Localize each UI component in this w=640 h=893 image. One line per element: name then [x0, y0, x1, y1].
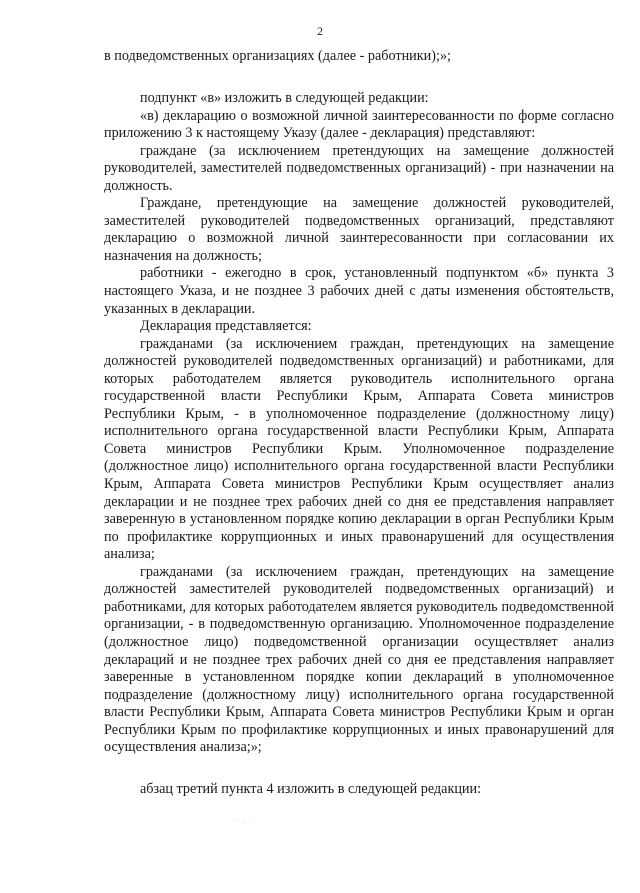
scan-speckle	[232, 818, 256, 824]
paragraph: «в) декларацию о возможной личной заинтересованности по форме согласно приложению 3 к настоящему Указу (далее - декларация) представляют:	[104, 107, 614, 142]
paragraph: гражданами (за исключением граждан, претендующих на замещение должностей заместителей руководителей подведомственных организаций) и работниками, для которых работодателем является руководитель подведомственной организации, - в подведомственную организацию. Уполномоченное подразделение (должностное лицо) подведомственной организации осуществляет анализ деклараций и не позднее трех рабочих дней со дня ее представления направляет заверенные в установленном порядке копии деклараций в уполномоченное подразделение (должностному лицу) исполнительного органа государственной власти Республики Крым, Аппарата Совета министров Республики Крым и орган Республики Крым по профилактике коррупционных и иных правонарушений для осуществления анализа;»;	[104, 563, 614, 756]
paragraph: абзац третий пункта 4 изложить в следующей редакции:	[140, 781, 482, 797]
page-number: 2	[317, 24, 323, 38]
text-block-main	[104, 90, 614, 757]
paragraph: работники - ежегодно в срок, установленный подпунктом «б» пункта 3 настоящего Указа, и не позднее 3 рабочих дней с даты изменения обстоятельств, указанных в декларации.	[104, 265, 614, 317]
paragraph: подпункт «в» изложить в следующей редакции:	[140, 90, 429, 106]
paragraph: гражданами (за исключением граждан, претендующих на замещение должностей руководителей подведомственных организаций) и работниками, для которых работодателем является руководитель исполнительного органа государственной власти Республики Крым, Аппарата Совета министров Республики Крым, - в уполномоченное подразделение (должностному лицу) исполнительного органа государственной власти Республики Крым, Аппарата Совета министров Республики Крым. Уполномоченное подразделение (должностное лицо) исполнительного органа государственной власти Республики Крым, Аппарата Совета министров Республики Крым осуществляет анализ декларации и не позднее трех рабочих дней со дня ее представления направляет заверенную в установленном порядке копию декларации в орган Республики Крым по профилактике коррупционных и иных правонарушений для осуществления анализа;	[104, 335, 614, 563]
text-block-intro	[104, 48, 614, 66]
paragraph: в подведомственных организациях (далее - работники);»;	[104, 48, 451, 64]
text-block-closing	[104, 781, 614, 799]
paragraph: Декларация представляется:	[140, 318, 312, 335]
paragraph: граждане (за исключением претендующих на замещение должностей руководителей, заместителей подведомственных организаций) - при назначении на должность.	[104, 142, 614, 194]
paragraph: Граждане, претендующие на замещение должностей руководителей, заместителей руководителей подведомственных организаций, представляют декларацию о возможной личной заинтересованности при согласовании их назначения на должность;	[104, 195, 614, 264]
